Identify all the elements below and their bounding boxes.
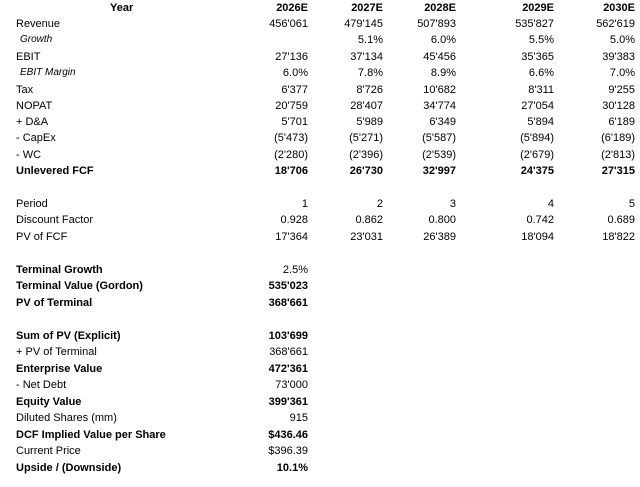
year-header-2: 2027E (351, 2, 383, 14)
wc-row (0, 147, 640, 163)
row-label: Terminal Value (Gordon) (16, 280, 143, 292)
row-label: Discount Factor (16, 214, 94, 226)
cell-value: 0.689 (607, 214, 635, 226)
row-label: - Net Debt (16, 379, 67, 391)
cell-value: 24'375 (520, 165, 554, 177)
row-label: PV of FCF (16, 231, 68, 243)
diluted-shares-row (0, 410, 640, 426)
cell-value: 0.928 (280, 214, 308, 226)
current-price-row (0, 443, 640, 459)
cell-value: (2'679) (520, 149, 554, 161)
cell-value: (5'473) (274, 132, 308, 144)
row-label: Unlevered FCF (16, 165, 94, 177)
row-label: - WC (16, 149, 42, 161)
cell-value: 7.8% (357, 67, 383, 79)
row-label: Upside / (Downside) (16, 462, 122, 474)
header-row (0, 0, 640, 16)
cell-value: 73'000 (275, 379, 308, 391)
cell-value: 0.800 (428, 214, 456, 226)
tax-row (0, 82, 640, 98)
ebit-margin-row (0, 65, 640, 81)
cell-value: $396.39 (268, 445, 308, 457)
row-label: Terminal Growth (16, 264, 103, 276)
cell-value: 5 (628, 198, 635, 210)
cell-value: 399'361 (268, 396, 308, 408)
cell-value: 8.9% (430, 67, 456, 79)
ebit-row (0, 49, 640, 65)
cell-value: 2.5% (282, 264, 308, 276)
cell-value: 1 (301, 198, 308, 210)
cell-value: 456'061 (269, 18, 308, 30)
row-label: EBIT Margin (20, 67, 76, 78)
cell-value: 45'456 (423, 51, 456, 63)
cell-value: 10'682 (423, 84, 456, 96)
cell-value: 8'311 (528, 84, 554, 96)
cell-value: 37'134 (350, 51, 383, 63)
cell-value: 368'661 (269, 346, 308, 358)
cell-value: 39'383 (602, 51, 635, 63)
cell-value: 0.742 (526, 214, 554, 226)
cell-value: 6.0% (282, 67, 308, 79)
year-header-4: 2029E (522, 2, 554, 14)
cell-value: 28'407 (350, 100, 383, 112)
row-label: Equity Value (16, 396, 82, 408)
cell-value: 18'094 (521, 231, 554, 243)
row-label: Tax (16, 84, 34, 96)
cell-value: 27'315 (601, 165, 635, 177)
discount-factor-row (0, 212, 640, 228)
cell-value: 23'031 (350, 231, 383, 243)
nopat-row (0, 98, 640, 114)
cell-value: 535'023 (268, 280, 308, 292)
cell-value: 20'759 (275, 100, 308, 112)
cell-value: (2'280) (274, 149, 308, 161)
year-header-5: 2030E (603, 2, 635, 14)
cell-value: 6'377 (281, 84, 308, 96)
cell-value: 6.6% (528, 67, 554, 79)
cell-value: 3 (449, 198, 456, 210)
pv-terminal-row (0, 295, 640, 311)
row-label: NOPAT (16, 100, 53, 112)
net-debt-row (0, 377, 640, 393)
row-label: Diluted Shares (mm) (16, 412, 117, 424)
cell-value: (6'189) (601, 132, 635, 144)
cell-value: 26'730 (349, 165, 383, 177)
cell-value: 32'997 (422, 165, 456, 177)
cell-value: 479'145 (344, 18, 383, 30)
cell-value: (2'396) (349, 149, 383, 161)
row-label: - CapEx (16, 132, 56, 144)
cell-value: (2'539) (422, 149, 456, 161)
cell-value: 472'361 (268, 363, 308, 375)
cell-value: 4 (547, 198, 554, 210)
equity-value-row (0, 394, 640, 410)
cell-value: 10.1% (276, 462, 308, 474)
cell-value: 5'989 (356, 116, 383, 128)
cell-value: 6'349 (429, 116, 456, 128)
year-header: Year (110, 2, 134, 14)
row-label: EBIT (16, 51, 41, 63)
cell-value: 27'136 (275, 51, 308, 63)
cell-value: 507'893 (417, 18, 456, 30)
cell-value: 562'619 (596, 18, 635, 30)
cell-value: (5'587) (422, 132, 456, 144)
year-header-1: 2026E (276, 2, 308, 14)
terminal-value-row (0, 278, 640, 294)
cell-value: 34'774 (423, 100, 456, 112)
unlevered-fcf-row (0, 163, 640, 179)
period-row (0, 196, 640, 212)
cell-value: 18'822 (602, 231, 635, 243)
row-label: PV of Terminal (16, 297, 93, 309)
da-row (0, 114, 640, 130)
cell-value: 35'365 (521, 51, 554, 63)
cell-value: $436.46 (268, 429, 308, 441)
cell-value: 535'827 (515, 18, 554, 30)
row-label: Sum of PV (Explicit) (16, 330, 121, 342)
cell-value: 7.0% (609, 67, 635, 79)
cell-value: 0.862 (355, 214, 383, 226)
cell-value: 915 (289, 412, 308, 424)
cell-value: 30'128 (602, 100, 635, 112)
cell-value: 17'364 (275, 231, 308, 243)
cell-value: 368'661 (268, 297, 308, 309)
terminal-growth-row (0, 262, 640, 278)
capex-row (0, 130, 640, 146)
enterprise-value-row (0, 361, 640, 377)
row-label: Period (16, 198, 48, 210)
row-label: Growth (20, 34, 53, 45)
cell-value: 27'054 (521, 100, 554, 112)
year-header-3: 2028E (424, 2, 456, 14)
cell-value: 18'706 (274, 165, 308, 177)
cell-value: 5.1% (357, 34, 383, 46)
row-label: + D&A (16, 116, 49, 128)
cell-value: 26'389 (423, 231, 456, 243)
cell-value: (5'894) (520, 132, 554, 144)
upside-row (0, 460, 640, 476)
implied-value-per-share-row (0, 427, 640, 443)
cell-value: 5.5% (528, 34, 554, 46)
cell-value: 5'894 (527, 116, 554, 128)
cell-value: 6.0% (430, 34, 456, 46)
row-label: Enterprise Value (16, 363, 103, 375)
growth-row (0, 32, 640, 48)
cell-value: 5.0% (609, 34, 635, 46)
plus-pv-terminal-row (0, 344, 640, 360)
row-label: Current Price (16, 445, 81, 457)
revenue-row (0, 16, 640, 32)
cell-value: 5'701 (281, 116, 308, 128)
row-label: Revenue (16, 18, 61, 30)
pv-fcf-row (0, 229, 640, 245)
row-label: DCF Implied Value per Share (16, 429, 166, 441)
cell-value: 6'189 (608, 116, 635, 128)
sum-pv-row (0, 328, 640, 344)
cell-value: 103'699 (268, 330, 308, 342)
cell-value: 9'255 (608, 84, 635, 96)
cell-value: 2 (376, 198, 383, 210)
row-label: + PV of Terminal (16, 346, 97, 358)
cell-value: 8'726 (356, 84, 383, 96)
cell-value: (5'271) (349, 132, 383, 144)
cell-value: (2'813) (601, 149, 635, 161)
